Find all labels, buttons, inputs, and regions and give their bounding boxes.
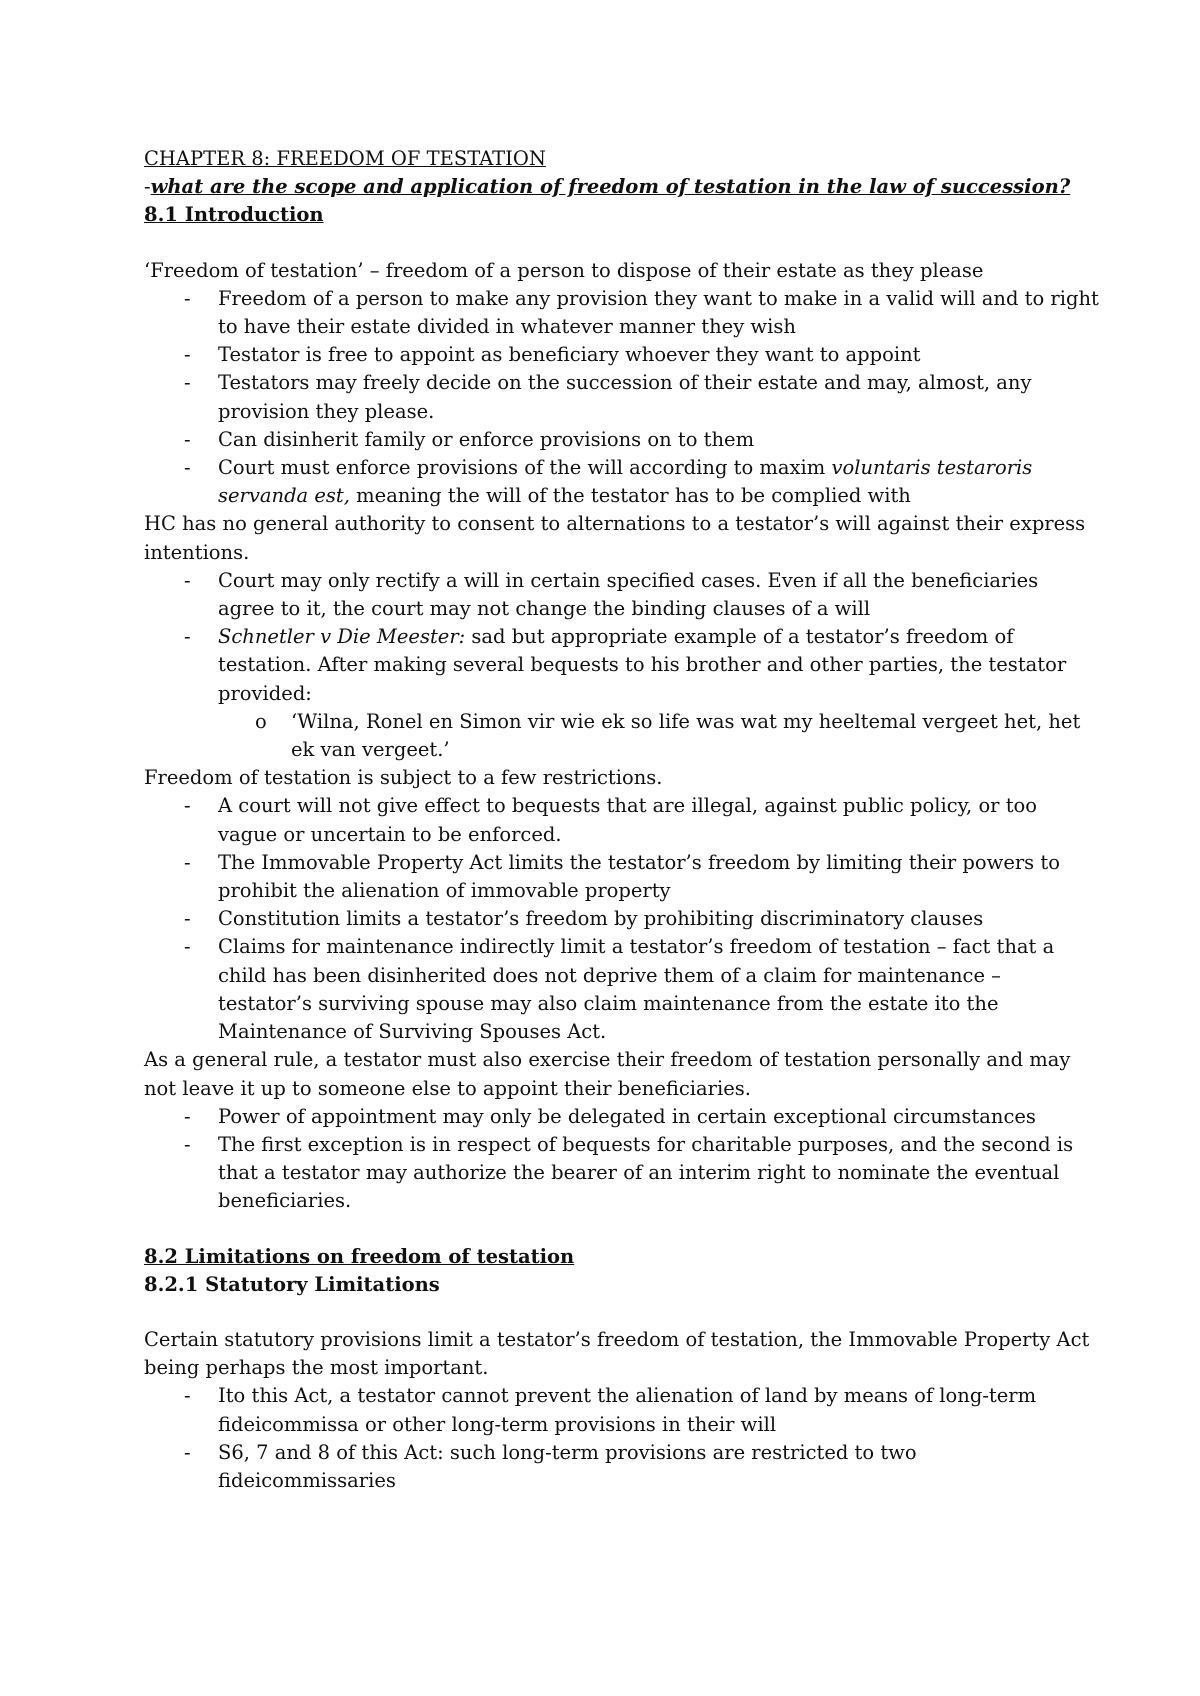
statutory-list [144,1382,1100,1495]
spacer [144,1216,1100,1243]
list-item: - Testators may freely decide on the succession of their estate and may, almost, any provision they please. [218,369,1100,425]
intro-list [144,285,1100,511]
intro-definition: ‘Freedom of testation’ – freedom of a person to dispose of their estate as they please [144,258,984,282]
list-item: - Constitution limits a testator’s freedom by prohibiting discriminatory clauses [218,905,1100,933]
spacer [144,230,1100,257]
hc-paragraph: HC has no general authority to consent to alternations to a testator’s will against their express intentions. [144,512,1086,564]
spacer [144,1299,1100,1326]
list-item: - Power of appointment may only be delegated in certain exceptional circumstances [218,1103,1100,1131]
list-item-maxim [218,454,1100,510]
general-rule-list [144,1103,1100,1216]
maxim-name: voluntaris testaroris servanda est, [218,456,1033,508]
hc-list [144,567,1100,764]
case-quote: o ‘Wilna, Ronel en Simon vir wie ek so life was wat my heeltemal vergeet het, het ek van vergeet.’ [291,708,1100,764]
quote-list [218,708,1100,764]
chapter-title: CHAPTER 8: FREEDOM OF TESTATION [144,147,546,170]
list-item: - The first exception is in respect of bequests for charitable purposes, and the second is that a testator may authorize the bearer of an interim right to nominate the eventual beneficiaries. [218,1131,1100,1216]
statutory-paragraph: Certain statutory provisions limit a testator’s freedom of testation, the Immovable Property Act being perhaps the most important. [144,1327,1090,1380]
case-name: Schnetler v Die Meester: [218,625,466,649]
maxim-lead: Court must enforce provisions of the will according to maxim [218,456,832,480]
chapter-subtitle [144,173,1100,201]
subtitle-dash: - [144,175,151,199]
list-item: - Testator is free to appoint as beneficiary whoever they want to appoint [218,341,1100,369]
restrictions-list [144,792,1100,1046]
list-item: - S6, 7 and 8 of this Act: such long-term provisions are restricted to two fideicommissaries [218,1439,1100,1495]
section-heading-8-1: 8.1 Introduction [144,203,324,227]
list-item: - Can disinherit family or enforce provisions on to them [218,426,1100,454]
section-heading-8-2-1: 8.2.1 Statutory Limitations [144,1272,440,1296]
list-item: - Ito this Act, a testator cannot prevent the alienation of land by means of long-term fideicommissa or other long-term provisions in their will [218,1382,1100,1438]
section-heading-8-2: 8.2 Limitations on freedom of testation [144,1244,575,1268]
list-item: - Freedom of a person to make any provision they want to make in a valid will and to right to have their estate divided in whatever manner they wish [218,285,1100,341]
list-item: - The Immovable Property Act limits the testator’s freedom by limiting their powers to prohibit the alienation of immovable property [218,849,1100,905]
general-rule-paragraph: As a general rule, a testator must also exercise their freedom of testation personally and may not leave it up to someone else to appoint their beneficiaries. [144,1048,1071,1100]
list-item-case [218,623,1100,764]
case-text: sad but appropriate example of a testator’s freedom of testation. After making several bequests to his brother and other parties, the testator provided: [218,625,1067,705]
list-item: - A court will not give effect to bequests that are illegal, against public policy, or too vague or uncertain to be enforced. [218,792,1100,848]
list-item: - Claims for maintenance indirectly limit a testator’s freedom of testation – fact that a child has been disinherited does not deprive them of a claim for maintenance – testator’s surviving spouse may also claim maintenance from the estate ito the Maintenance of Surviving Spouses Act. [218,933,1100,1046]
maxim-tail: meaning the will of the testator has to be complied with [349,484,911,508]
list-item: - Court may only rectify a will in certain specified cases. Even if all the beneficiaries agree to it, the court may not change the binding clauses of a will [218,567,1100,623]
subtitle-question: what are the scope and application of freedom of testation in the law of succession? [150,175,1071,199]
restrictions-paragraph: Freedom of testation is subject to a few restrictions. [144,766,663,790]
